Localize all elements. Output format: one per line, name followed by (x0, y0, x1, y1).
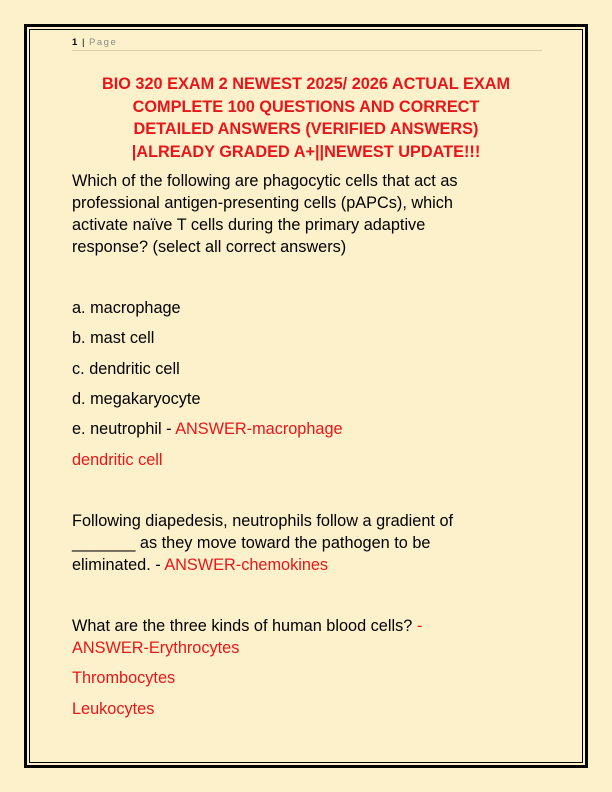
question-2-text: eliminated. - (72, 556, 165, 574)
answer-3-item: Thrombocytes (72, 669, 176, 687)
page-number: 1 (72, 37, 78, 48)
question-1-line: Which of the following are phagocytic cells that act as (72, 172, 458, 190)
option-c: c. dendritic cell (72, 360, 180, 378)
option-e (72, 418, 343, 441)
answer-1-continued: dendritic cell (72, 451, 163, 469)
title-line: COMPLETE 100 QUESTIONS AND CORRECT (132, 97, 480, 116)
answer-2: ANSWER-chemokines (164, 556, 329, 574)
option-d: d. megakaryocyte (72, 390, 201, 408)
title-line: |ALREADY GRADED A+||NEWEST UPDATE!!! (131, 142, 481, 161)
question-1-line: response? (select all correct answers) (72, 238, 347, 256)
answer-3-item: Leukocytes (72, 700, 155, 718)
question-2-line: _______ as they move toward the pathogen to be (72, 534, 431, 552)
question-2-line (72, 554, 328, 577)
answer-3-dash: - (416, 617, 423, 635)
answer-3: ANSWER-Erythrocytes (72, 639, 240, 657)
question-1-line: activate naïve T cells during the primary adaptive (72, 216, 426, 234)
option-e-text: e. neutrophil - (72, 420, 176, 438)
option-a: a. macrophage (72, 299, 181, 317)
page-label: Page (89, 37, 118, 48)
page-separator: | (81, 37, 85, 48)
title-line: BIO 320 EXAM 2 NEWEST 2025/ 2026 ACTUAL EXAM (101, 75, 511, 93)
question-3-line (72, 615, 422, 638)
question-1-line: professional antigen-presenting cells (pAPCs), which (72, 194, 453, 212)
answer-1: ANSWER-macrophage (175, 420, 343, 438)
document-title (64, 73, 548, 163)
title-line: DETAILED ANSWERS (VERIFIED ANSWERS) (133, 120, 479, 138)
option-b: b. mast cell (72, 329, 155, 347)
question-3-text: What are the three kinds of human blood cells? (72, 617, 417, 635)
question-2-line: Following diapedesis, neutrophils follow a gradient of (72, 512, 454, 530)
page-header (72, 36, 542, 51)
